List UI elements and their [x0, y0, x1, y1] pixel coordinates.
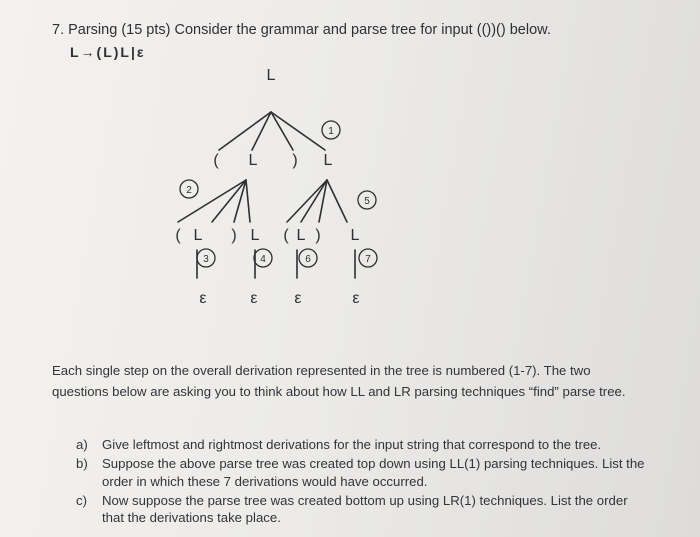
edge-l-l: [212, 180, 246, 222]
node-l-l: L: [193, 227, 203, 244]
node-r-rparen: ): [315, 227, 321, 244]
question-item-b: [76, 455, 646, 490]
step-number-5: 5: [364, 196, 370, 207]
node-r-l: L: [296, 227, 306, 244]
grammar-rule: L→(L)L|ε: [70, 44, 146, 60]
epsilon-2: ε: [250, 290, 258, 307]
edge-root-lparen: [219, 112, 271, 150]
edge-root-l2: [271, 112, 325, 150]
question-text: Give leftmost and rightmost derivations for the input string that correspond to the tree.: [102, 437, 602, 452]
node-root: L: [266, 67, 276, 84]
epsilon-3: ε: [294, 290, 302, 307]
edge-r-l2: [327, 180, 347, 222]
question-title: 7. Parsing (15 pts) Consider the grammar and parse tree for input (())() below.: [52, 22, 551, 38]
epsilon-1: ε: [199, 290, 207, 307]
node-r-l2: L: [350, 227, 360, 244]
question-item-a: [76, 436, 646, 454]
edge-root-l: [252, 112, 271, 150]
node-r-lparen: (: [283, 227, 289, 244]
node-l-lparen: (: [175, 227, 181, 244]
question-text: Now suppose the parse tree was created bottom up using LR(1) techniques. List the order that the derivations take place.: [102, 492, 628, 525]
node-rparen: ): [292, 152, 298, 169]
node-lparen: (: [213, 152, 219, 169]
question-item-c: [76, 492, 646, 527]
question-list: [76, 436, 646, 528]
question-text: Suppose the above parse tree was created top down using LL(1) parsing techniques. List the order in which these 7 derivations would have occurred.: [102, 456, 645, 489]
step-number-3: 3: [203, 254, 209, 265]
question-marker: b): [76, 456, 88, 471]
epsilon-4: ε: [352, 290, 360, 307]
node-l: L: [248, 152, 258, 169]
instructions-paragraph: Each single step on the overall derivation represented in the tree is numbered (1-7). The two questions below are asking you to think about how LL and LR parsing techniques “find” parse tree.: [52, 363, 626, 399]
step-number-6: 6: [305, 254, 311, 265]
edge-l-l2: [246, 180, 250, 222]
node-l2: L: [323, 152, 333, 169]
step-number-4: 4: [260, 254, 266, 265]
node-l-rparen: ): [231, 227, 237, 244]
node-l-l2: L: [250, 227, 260, 244]
edge-root-rparen: [271, 112, 293, 150]
step-number-7: 7: [365, 254, 371, 265]
question-marker: c): [76, 492, 87, 508]
question-marker: a): [76, 437, 88, 452]
step-number-1: 1: [328, 126, 334, 137]
step-number-2: 2: [186, 185, 192, 196]
